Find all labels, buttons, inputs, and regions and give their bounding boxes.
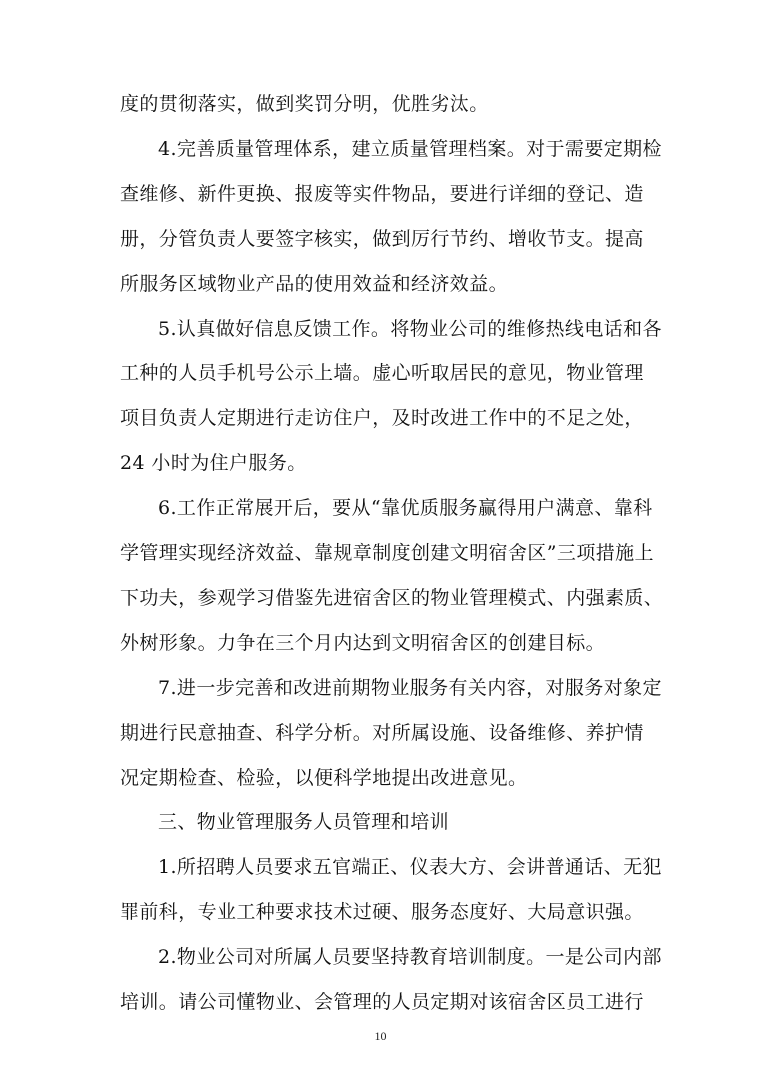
text-line: 况定期检查、检验，以便科学地提出改进意见。: [120, 767, 528, 789]
text-line: 培训。请公司懂物业、会管理的人员定期对该宿舍区员工进行: [120, 991, 644, 1013]
paragraph-1-line: 1.所招聘人员要求五官端正、仪表大方、会讲普通话、无犯: [158, 856, 662, 878]
text-line: 所服务区域物业产品的使用效益和经济效益。: [120, 273, 509, 295]
section-heading: 三、物业管理服务人员管理和培训: [158, 811, 450, 833]
text-line: 查维修、新件更换、报废等实件物品，要进行详细的登记、造: [120, 183, 644, 205]
paragraph-4-line: 4.完善质量管理体系，建立质量管理档案。对于需要定期检: [158, 138, 662, 160]
text-line: 册，分管负责人要签字核实，做到厉行节约、增收节支。提高: [120, 228, 644, 250]
text-line: 24 小时为住户服务。: [120, 452, 307, 474]
paragraph-5-line: 5.认真做好信息反馈工作。将物业公司的维修热线电话和各: [158, 318, 662, 340]
paragraph-6-line: 6.工作正常展开后，要从“靠优质服务赢得用户满意、靠科: [158, 497, 653, 519]
text-line: 项目负责人定期进行走访住户，及时改进工作中的不足之处，: [120, 407, 644, 429]
text-line: 罪前科，专业工种要求技术过硬、服务态度好、大局意识强。: [120, 901, 644, 923]
paragraph-2-line: 2.物业公司对所属人员要坚持教育培训制度。一是公司内部: [158, 946, 662, 968]
text-line: 度的贯彻落实，做到奖罚分明，优胜劣汰。: [120, 93, 489, 115]
text-line: 学管理实现经济效益、靠规章制度创建文明宿舍区”三项措施上: [120, 542, 654, 564]
text-line: 下功夫，参观学习借鉴先进宿舍区的物业管理模式、内强素质、: [120, 587, 664, 609]
paragraph-7-line: 7.进一步完善和改进前期物业服务有关内容，对服务对象定: [158, 677, 662, 699]
text-line: 外树形象。力争在三个月内达到文明宿舍区的创建目标。: [120, 632, 606, 654]
text-line: 期进行民意抽查、科学分析。对所属设施、设备维修、养护情: [120, 722, 644, 744]
page-number: 10: [374, 1029, 387, 1043]
text-line: 工种的人员手机号公示上墙。虚心听取居民的意见，物业管理: [120, 362, 644, 384]
